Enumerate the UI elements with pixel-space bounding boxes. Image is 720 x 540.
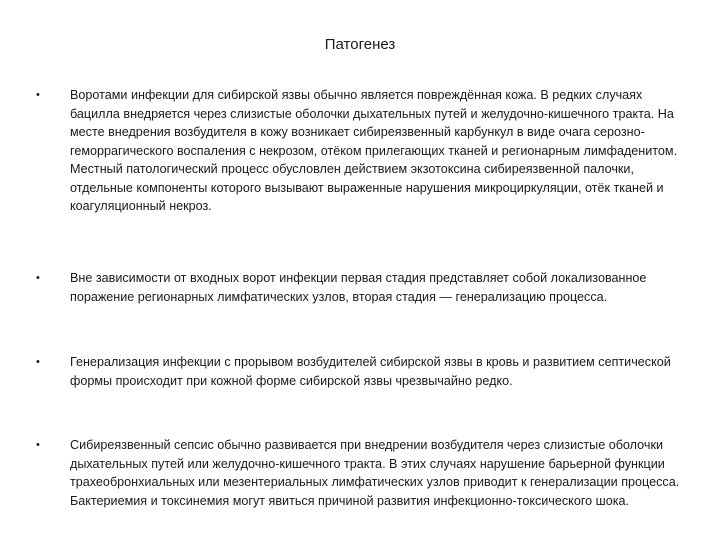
bullet-text: Генерализация инфекции с прорывом возбудителей сибирской язвы в кровь и развитием септической формы происходит при кожной форме сибирской язвы чрезвычайно редко. [70, 355, 671, 388]
bullet-marker: • [36, 356, 40, 368]
bullet-item [0, 269, 720, 306]
bullet-marker: • [36, 89, 40, 101]
bullet-text: Сибиреязвенный сепсис обычно развивается при внедрении возбудителя через слизистые оболочки дыхательных путей или желудочно-кишечного тракта. В этих случаях нарушение барьерной функции трахеобронхиальных или мезентериальных лимфатических узлов приводит к генерализации процесса. Бактериемия и токсинемия могут явиться причиной развития инфекционно-токсического шока. [70, 438, 680, 508]
slide-title: Патогенез [324, 36, 396, 53]
bullet-text: Вне зависимости от входных ворот инфекции первая стадия представляет собой локализованное поражение регионарных лимфатических узлов, вторая стадия — генерализацию процесса. [70, 271, 647, 304]
bullet-marker: • [36, 272, 40, 284]
bullet-item [0, 86, 720, 216]
bullet-item [0, 436, 720, 510]
bullet-marker: • [36, 439, 40, 451]
bullet-item [0, 353, 720, 390]
bullet-text: Воротами инфекции для сибирской язвы обычно является повреждённая кожа. В редких случаях бацилла внедряется через слизистые оболочки дыхательных путей и желудочно-кишечного тракта. На месте внедрения возбудителя в кожу возникает сибиреязвенный карбункул в виде очага серозно-геморрагического воспаления с некрозом, отёком прилегающих тканей и регионарным лимфаденитом. Местный патологический процесс обусловлен действием экзотоксина сибиреязвенной палочки, отдельные компоненты которого вызывают выраженные нарушения микроциркуляции, отёк тканей и коагуляционный некроз. [70, 88, 678, 213]
